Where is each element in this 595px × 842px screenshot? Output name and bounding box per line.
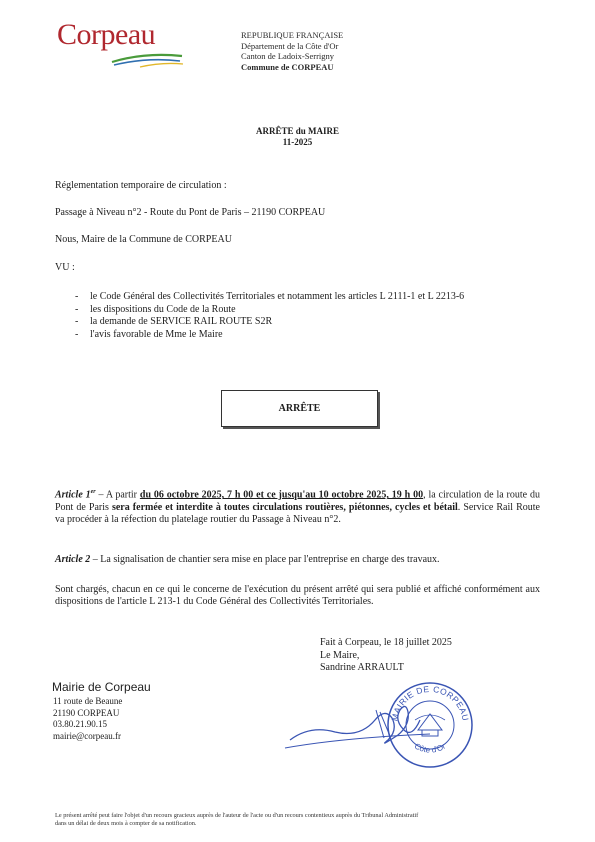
header-commune: Commune de CORPEAU	[241, 61, 334, 72]
article-2	[55, 554, 540, 566]
header-line: REPUBLIQUE FRANÇAISE	[241, 30, 344, 40]
article-1-sup: er	[90, 489, 96, 495]
location-line: Passage à Niveau n°2 - Route du Pont de Paris – 21190 CORPEAU	[55, 207, 326, 218]
legal-footer	[55, 812, 545, 828]
article-1-tail: . Service Rail Route va procéder à la réfection du platelage routier du Passage à Niveau n°2.	[55, 501, 540, 525]
mairie-address-block	[52, 680, 151, 742]
official-stamp-icon	[385, 680, 475, 770]
administrative-header	[241, 30, 343, 72]
stamp-bottom-text: Côte d'Or	[412, 741, 448, 755]
place-date: Fait à Corpeau, le 18 juillet 2025	[320, 637, 452, 648]
signatory-name: Sandrine ARRAULT	[320, 662, 404, 674]
decree-title	[0, 126, 595, 148]
mairie-name: Mairie de Corpeau	[52, 680, 151, 694]
address-line: 21190 CORPEAU	[53, 707, 120, 718]
list-item: - l'avis favorable de Mme le Maire	[75, 329, 515, 342]
header-line: Département de la Côte d'Or	[241, 40, 339, 51]
corpeau-logo-wordmark: Corpeau	[57, 18, 156, 51]
list-item: - la demande de SERVICE RAIL ROUTE S2R	[75, 316, 515, 329]
nous-line: Nous, Maire de la Commune de CORPEAU	[55, 234, 232, 245]
svg-text:Côte d'Or	[413, 741, 447, 754]
logo-swoosh-icon	[110, 50, 185, 70]
svg-text:MAIRIE DE CORPEAU	[389, 684, 471, 722]
address-line: 11 route de Beaune	[53, 696, 123, 706]
article-1-label: Article 1	[55, 489, 91, 501]
signatory-role: Le Maire,	[320, 649, 360, 661]
article-1-dates: du 06 octobre 2025, 7 h 00 et ce jusqu'au 10 octobre 2025, 19 h 00	[139, 489, 424, 501]
article-1-lead: – A partir	[95, 489, 140, 501]
subject-line: Réglementation temporaire de circulation :	[55, 180, 227, 191]
decree-number: 11-2025	[282, 137, 313, 147]
vu-heading: VU :	[55, 262, 75, 273]
footer-line: Le présent arrêté peut faire l'objet d'un recours gracieux auprès de l'auteur de l'acte ou d'un recours contentieux auprès du Tribunal Administratif	[55, 812, 419, 819]
footer-line: dans un délai de deux mois à compter de sa notification.	[55, 820, 197, 827]
article-1	[55, 486, 540, 526]
list-item: - le Code Général des Collectivités Territoriales et notamment les articles L 2111-1 et L 2213-6	[75, 291, 515, 304]
list-item: - les dispositions du Code de la Route	[75, 304, 515, 317]
article-2-label: Article 2	[55, 554, 91, 565]
execution-clause: Sont chargés, chacun en ce qui le concerne de l'exécution du présent arrêté qui sera publié et affiché conformément aux dispositions de l'article L 213-1 du Code Général des Collectivités Territoriales.	[55, 584, 540, 608]
header-line: Canton de Ladoix-Serrigny	[241, 51, 335, 61]
stamp-top-text: MAIRIE DE CORPEAU	[389, 683, 471, 722]
decision-box: ARRÊTE	[221, 390, 378, 427]
email-line: mairie@corpeau.fr	[53, 730, 122, 741]
signoff-block	[320, 637, 452, 675]
article-1-prohibition: sera fermée et interdite à toutes circulations routières, piétonnes, cycles et bétail	[111, 501, 458, 513]
decree-title-line: ARRÊTE du MAIRE	[255, 126, 340, 136]
article-2-text: – La signalisation de chantier sera mise en place par l'entreprise en charge des travaux.	[90, 554, 440, 565]
article-1-mid: , la circulation de la route du Pont de Paris	[55, 489, 540, 513]
phone-line: 03.80.21.90.15	[53, 719, 107, 729]
vu-list	[75, 291, 515, 341]
